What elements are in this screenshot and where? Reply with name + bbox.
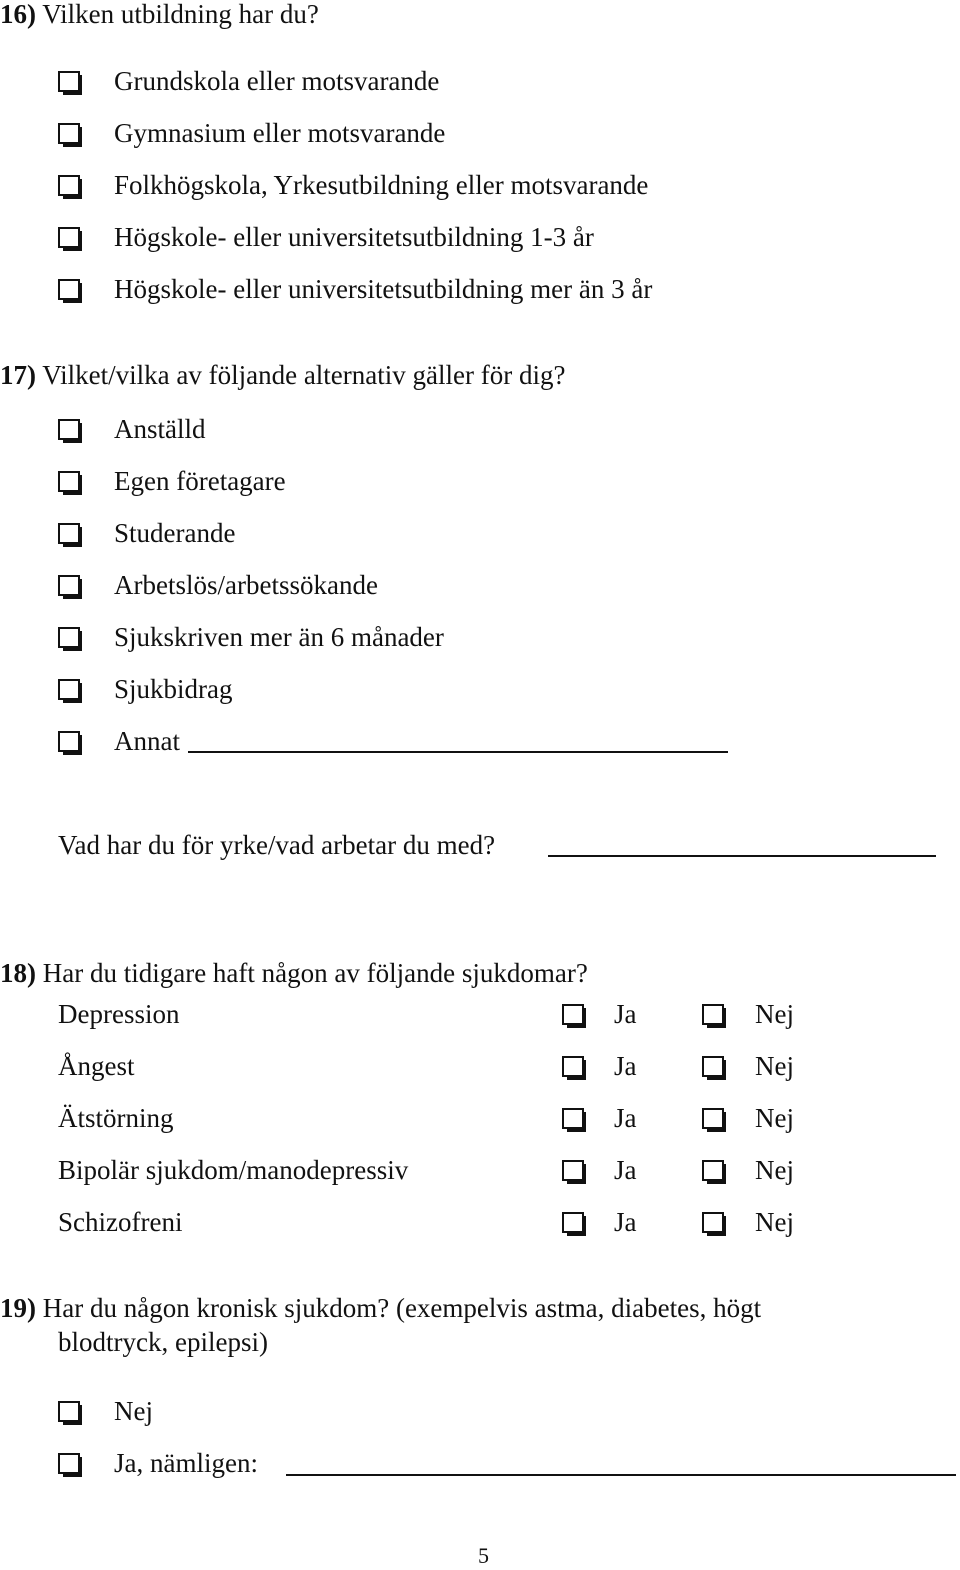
option-label: Gymnasium eller motsvarande (114, 118, 446, 148)
checkbox-gymnasium[interactable] (58, 123, 80, 144)
checkbox-angest-ja[interactable] (562, 1056, 584, 1077)
yes-label: Ja (614, 1207, 637, 1237)
option-label: Högskole- eller universitetsutbildning mer än 3 år (114, 274, 653, 304)
condition-label: Ätstörning (58, 1103, 174, 1133)
option-label: Sjukbidrag (114, 674, 233, 704)
checkbox-egen-foretagare[interactable] (58, 471, 80, 492)
checkbox-depression-nej[interactable] (702, 1004, 724, 1025)
condition-label: Bipolär sjukdom/manodepressiv (58, 1155, 409, 1185)
option-label: Ja, nämligen: (114, 1448, 258, 1478)
yes-label: Ja (614, 1155, 637, 1185)
question-text-continued: blodtryck, epilepsi) (58, 1327, 268, 1357)
page-number: 5 (478, 1543, 489, 1568)
followup-question: Vad har du för yrke/vad arbetar du med? (58, 830, 496, 860)
condition-label: Schizofreni (58, 1207, 183, 1237)
question-text: Vilket/vilka av följande alternativ gäller för dig? (42, 360, 566, 390)
checkbox-sjukbidrag[interactable] (58, 679, 80, 700)
question-number: 16) (0, 0, 36, 29)
question-text: Vilken utbildning har du? (42, 0, 319, 29)
option-label: Nej (114, 1396, 153, 1426)
checkbox-kronisk-ja[interactable] (58, 1453, 80, 1474)
condition-label: Ångest (58, 1051, 135, 1081)
no-label: Nej (755, 1207, 794, 1237)
question-18 (0, 957, 588, 989)
option-label: Arbetslös/arbetssökande (114, 570, 378, 600)
option-label: Egen företagare (114, 466, 286, 496)
checkbox-schizofreni-ja[interactable] (562, 1212, 584, 1233)
annat-write-in-line[interactable] (188, 751, 728, 753)
checkbox-sjukskriven[interactable] (58, 627, 80, 648)
checkbox-grundskola[interactable] (58, 71, 80, 92)
option-label: Grundskola eller motsvarande (114, 66, 440, 96)
checkbox-folkhogskola[interactable] (58, 175, 80, 196)
option-label: Sjukskriven mer än 6 månader (114, 622, 444, 652)
checkbox-hogskola-1-3[interactable] (58, 227, 80, 248)
checkbox-atstorning-nej[interactable] (702, 1108, 724, 1129)
checkbox-anstalld[interactable] (58, 419, 80, 440)
option-label: Anställd (114, 414, 206, 444)
no-label: Nej (755, 1103, 794, 1133)
checkbox-schizofreni-nej[interactable] (702, 1212, 724, 1233)
checkbox-depression-ja[interactable] (562, 1004, 584, 1025)
checkbox-bipolar-ja[interactable] (562, 1160, 584, 1181)
option-label: Annat (114, 726, 180, 756)
no-label: Nej (755, 1155, 794, 1185)
question-number: 19) (0, 1293, 36, 1323)
kronisk-write-in-line[interactable] (286, 1474, 956, 1476)
option-label: Studerande (114, 518, 236, 548)
checkbox-annat[interactable] (58, 731, 80, 752)
checkbox-kronisk-nej[interactable] (58, 1401, 80, 1422)
checkbox-hogskola-over-3[interactable] (58, 279, 80, 300)
checkbox-atstorning-ja[interactable] (562, 1108, 584, 1129)
question-text: Har du någon kronisk sjukdom? (exempelvis astma, diabetes, högt (42, 1293, 762, 1323)
occupation-write-in-line[interactable] (548, 855, 936, 857)
checkbox-bipolar-nej[interactable] (702, 1160, 724, 1181)
question-number: 18) (0, 958, 36, 988)
question-17 (0, 359, 565, 391)
no-label: Nej (755, 1051, 794, 1081)
question-16 (0, 0, 319, 30)
no-label: Nej (755, 999, 794, 1029)
question-number: 17) (0, 360, 36, 390)
checkbox-studerande[interactable] (58, 523, 80, 544)
option-label: Högskole- eller universitetsutbildning 1-3 år (114, 222, 594, 252)
option-label: Folkhögskola, Yrkesutbildning eller motsvarande (114, 170, 649, 200)
checkbox-angest-nej[interactable] (702, 1056, 724, 1077)
yes-label: Ja (614, 999, 637, 1029)
question-text: Har du tidigare haft någon av följande sjukdomar? (42, 958, 588, 988)
yes-label: Ja (614, 1051, 637, 1081)
condition-label: Depression (58, 999, 180, 1029)
checkbox-arbetslos[interactable] (58, 575, 80, 596)
yes-label: Ja (614, 1103, 637, 1133)
question-19 (0, 1292, 761, 1324)
